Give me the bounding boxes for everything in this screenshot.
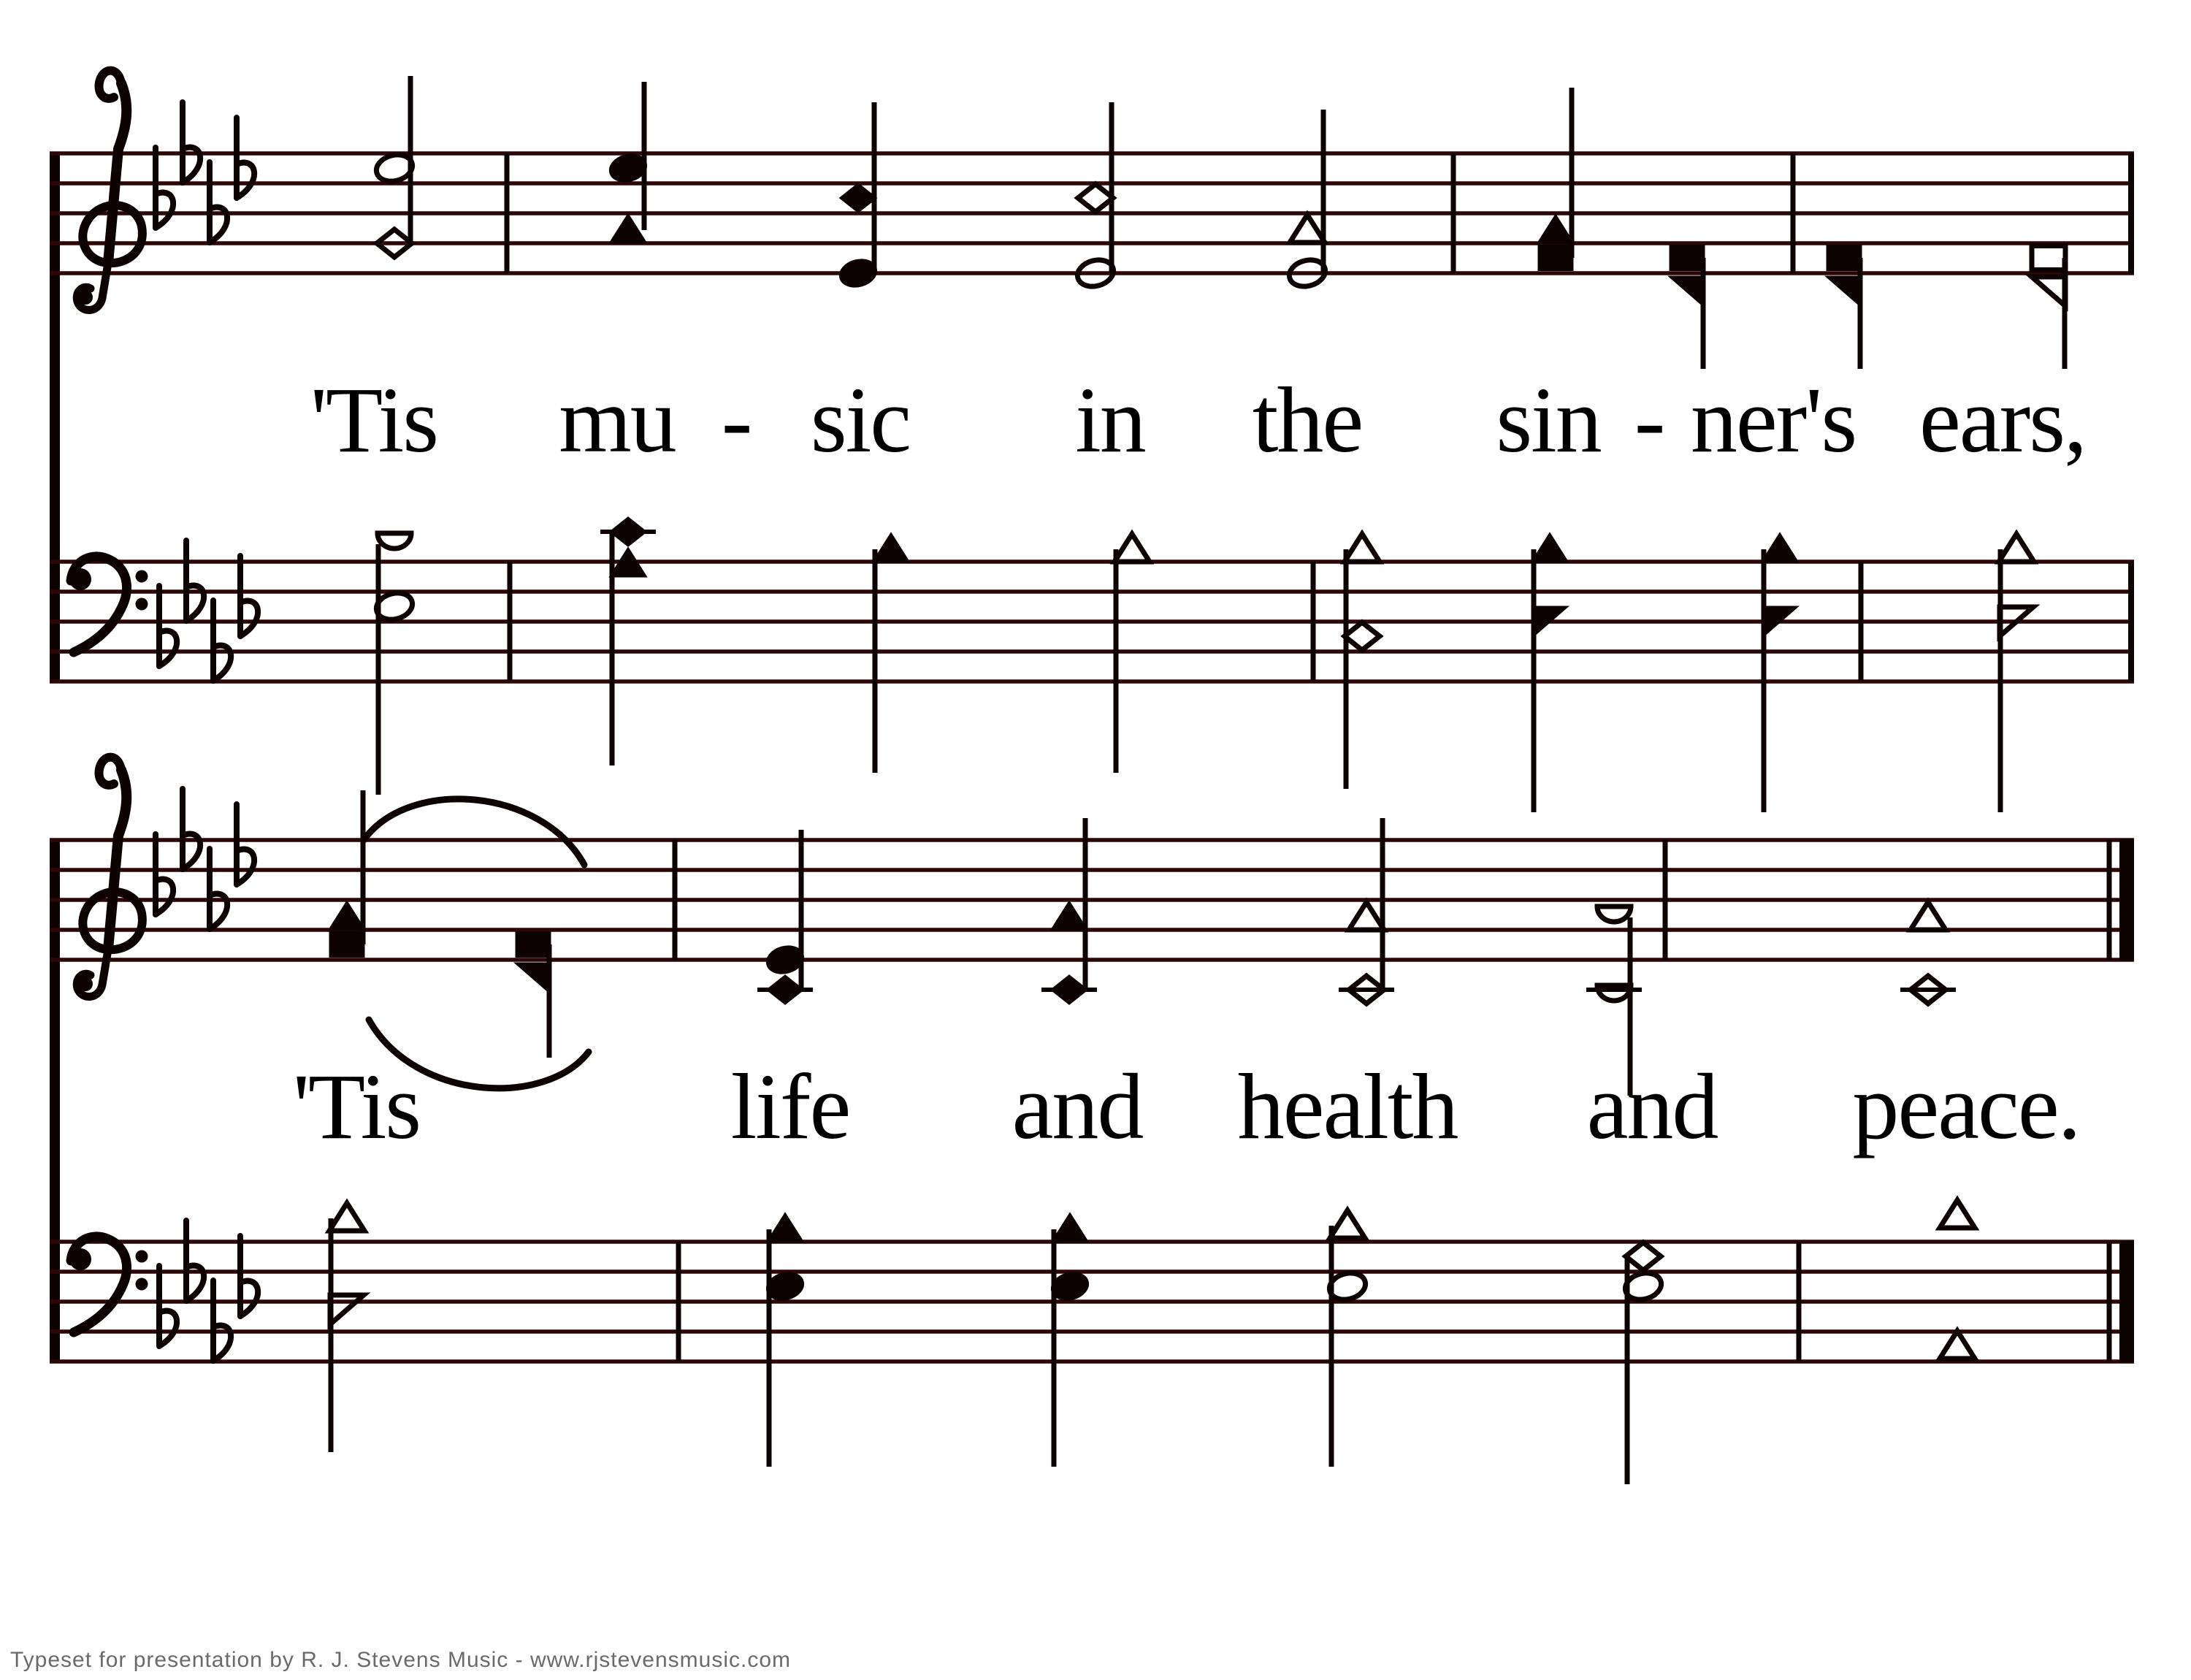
bass-clef-dot-upper <box>136 570 148 583</box>
lyric-syllable: - <box>1634 368 1664 472</box>
lyric-syllable: ears, <box>1919 368 2087 472</box>
lyric-syllable: mu <box>559 368 676 472</box>
notehead-la-square <box>1827 246 1861 270</box>
lyric-syllable: sin <box>1496 368 1601 472</box>
treble-clef-tail-dot <box>78 977 93 991</box>
lyric-syllable: 'Tis <box>310 368 438 472</box>
final-thick-barline <box>2119 839 2134 961</box>
lyric-syllable: in <box>1075 368 1145 472</box>
notehead-la-square <box>330 933 364 957</box>
notehead-la-square <box>1539 246 1572 270</box>
lyric-syllable: the <box>1252 368 1363 472</box>
lyric-syllable: ner's <box>1690 368 1857 472</box>
system-start-line <box>50 152 60 683</box>
treble-clef-tail-dot <box>78 290 93 305</box>
lyric-syllable: - <box>721 368 752 472</box>
lyric-syllable: sic <box>810 368 911 472</box>
bass-clef-dot-lower <box>136 1278 148 1291</box>
notehead-la-square <box>516 933 550 957</box>
lyric-syllable: 'Tis <box>292 1055 421 1158</box>
lyric-syllable: and <box>1012 1055 1143 1158</box>
footer-credit: Typeset for presentation by R. J. Stevens Music - www.rjstevensmusic.com <box>10 1648 792 1672</box>
final-thick-barline <box>2119 1241 2134 1362</box>
lyric-syllable: peace. <box>1852 1055 2080 1158</box>
notehead-la-square <box>1670 246 1704 270</box>
system-start-line <box>50 839 60 1363</box>
bass-clef-dot-lower <box>136 598 148 611</box>
lyric-syllable: health <box>1237 1055 1458 1158</box>
bass-clef-dot-upper <box>136 1251 148 1263</box>
lyric-syllable: life <box>730 1055 850 1158</box>
lyric-syllable: and <box>1586 1055 1718 1158</box>
